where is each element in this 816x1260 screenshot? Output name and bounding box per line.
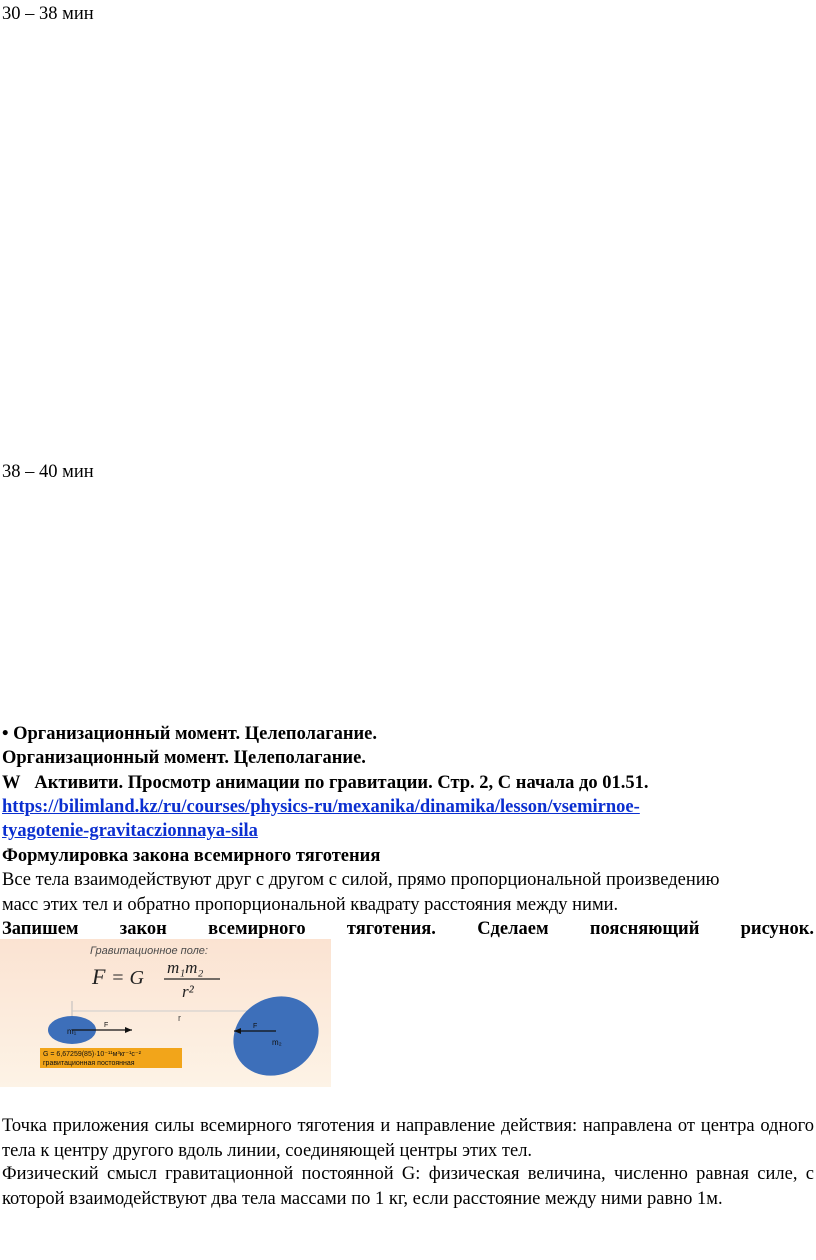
force-label-right: F — [253, 1023, 258, 1030]
law-text-line-1: Все тела взаимодействуют друг с другом с силой, прямо пропорциональной произведению — [2, 870, 720, 890]
application-point-paragraph: Точка приложения силы всемирного тяготения и направление действия: направлена от центра одного тела к центру другого вдоль линии, соединяющей центры этих тел. — [2, 1116, 814, 1161]
write-word: рисунок. — [740, 919, 814, 939]
law-text-line-2: масс этих тел и обратно пропорциональной квадрату расстояния между ними. — [2, 895, 619, 915]
bilimland-link-part-2[interactable]: tyagotenie-gravitaczionnaya-sila — [2, 821, 258, 841]
constant-caption: гравитационная постоянная — [43, 1060, 135, 1067]
force-label-left: F — [104, 1022, 109, 1029]
activity-text: Активити. Просмотр анимации по гравитации. Стр. 2, С начала до 01.51. — [34, 773, 649, 793]
formula-numerator: m₁m₂ — [167, 958, 204, 977]
constant-meaning-paragraph: Физический смысл гравитационной постоянной G: физическая величина, численно равная силе, с которой взаимодействуют два тела массами по 1 кг, если расстояние между ними равно 1м. — [2, 1164, 814, 1209]
write-word: поясняющий — [589, 919, 700, 939]
gravity-diagram — [0, 939, 331, 1087]
write-law-line — [2, 917, 814, 941]
bilimland-link-part-1[interactable]: https://bilimland.kz/ru/courses/physics-ru/mexanika/dinamika/lesson/vsemirnoe- — [2, 797, 640, 817]
link-line-2 — [2, 819, 258, 843]
bullet-item — [2, 722, 377, 746]
write-word: тяготения. — [346, 919, 436, 939]
mass-2-label: m₂ — [272, 1038, 282, 1047]
gravity-figure — [0, 939, 331, 1087]
write-word: всемирного — [208, 919, 306, 939]
activity-marker: W — [2, 773, 21, 793]
constant-value: G = 6,67259(85)·10⁻¹¹м³кг⁻¹с⁻² — [43, 1051, 141, 1058]
formula-f: F — [92, 964, 106, 989]
formula-denominator: r² — [182, 982, 194, 1001]
activity-line — [2, 771, 649, 795]
bullet-text: Организационный момент. Целеполагание. — [13, 724, 378, 744]
write-word: закон — [119, 919, 167, 939]
time-label-2: 38 – 40 мин — [2, 462, 94, 482]
formula-equals-g: = G — [111, 967, 144, 989]
bullet-icon: • — [2, 724, 9, 744]
mass-1-label: m₁ — [67, 1027, 77, 1036]
write-word: Запишем — [2, 919, 79, 939]
figure-title: Гравитационное поле: — [90, 945, 208, 957]
link-line-1 — [2, 795, 640, 819]
law-heading: Формулировка закона всемирного тяготения — [2, 846, 381, 866]
time-label-1: 30 – 38 мин — [2, 4, 94, 24]
section-title: Организационный момент. Целеполагание. — [2, 748, 366, 768]
distance-label: r — [178, 1013, 181, 1023]
write-word: Сделаем — [477, 919, 549, 939]
